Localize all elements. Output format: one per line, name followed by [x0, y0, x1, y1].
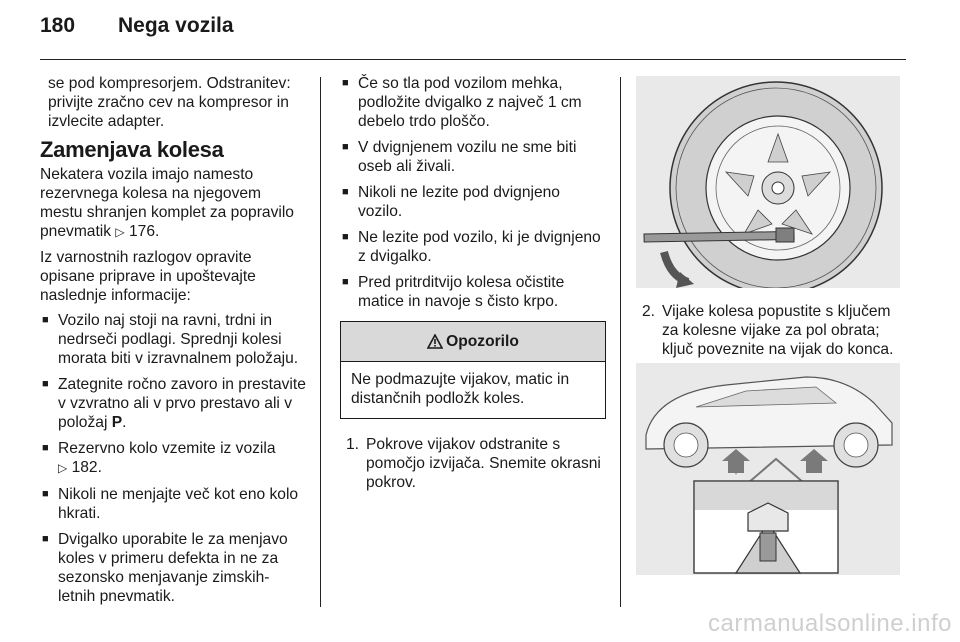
intro-text: se pod kompresorjem. Odstranitev: privijte zračno cev na kompresor in izvlecite adapter.	[48, 75, 291, 130]
page-ref-icon[interactable]: ▷	[58, 461, 68, 475]
step-number: 1.	[346, 436, 360, 453]
list-item	[40, 311, 306, 368]
list-item: ■ Nikoli ne lezite pod dvignjeno vozilo.	[340, 183, 606, 221]
step-2	[636, 302, 906, 359]
column-1	[40, 74, 306, 613]
warning-icon	[427, 334, 443, 349]
header-rule	[40, 59, 906, 60]
paragraph-1-ref[interactable]: 176.	[129, 223, 160, 240]
wheel-wrench-icon	[636, 76, 900, 288]
page-header	[40, 14, 234, 46]
page-title: Nega vozila	[118, 14, 234, 37]
paragraph-2: Iz varnostnih razlogov opravite opisane priprave in upoštevajte naslednje informacije:	[40, 249, 256, 304]
column-2	[340, 74, 606, 492]
list-item: ■ Zategnite ročno zavoro in prestavite v vzvratno ali v prvo prestavo ali v položaj P.	[40, 375, 306, 432]
warning-title: Opozorilo	[446, 333, 519, 350]
list-item	[40, 439, 306, 478]
list-item	[40, 530, 306, 606]
column-divider-1	[320, 77, 321, 607]
wheel-wrench-illustration	[636, 76, 900, 288]
page-ref[interactable]: 182.	[71, 459, 102, 476]
step-number: 2.	[642, 303, 656, 320]
car-jack-icon	[636, 363, 900, 575]
list-item-text: Zategnite ročno zavoro in prestavite v vzvratno ali v prvo prestavo ali v položaj	[58, 376, 306, 431]
list-item-text: Dvigalko uporabite le za menjavo koles v primeru defekta in ne za sezonsko menjavanje zimskih-letnih pnevmatik.	[58, 531, 288, 605]
list-item: ■ V dvignjenem vozilu ne sme biti oseb ali živali.	[340, 138, 606, 176]
list-item: ■ Če so tla pod vozilom mehka, podložite dvigalko z največ 1 cm debelo trdo ploščo.	[340, 74, 606, 131]
page-number: 180	[40, 14, 76, 37]
car-jack-illustration	[636, 363, 900, 575]
gear-position: P	[111, 414, 123, 431]
list-item	[40, 485, 306, 523]
list-item: ■ Ne lezite pod vozilo, ki je dvignjeno z dvigalko.	[340, 228, 606, 266]
section-heading: Zamenjava kolesa	[40, 137, 224, 162]
page-ref-icon[interactable]: ▷	[115, 225, 125, 239]
bullet-list-2	[340, 74, 606, 311]
bullet-list-1	[40, 311, 306, 606]
warning-box	[340, 321, 606, 419]
warning-header	[341, 322, 605, 362]
paragraph-1-text: Nekatera vozila imajo namesto rezervnega kolesa na njegovem mestu shranjen komplet za popravilo pnevmatik	[40, 166, 294, 240]
column-3	[636, 74, 906, 575]
list-item: ■ Pred pritrditvijo kolesa očistite matice in navoje s čisto krpo.	[340, 273, 606, 311]
step-text: Vijake kolesa popustite s ključem za kolesne vijake za pol obrata; ključ poveznite na vijak do konca.	[662, 303, 894, 358]
list-item-text: Nikoli ne menjajte več kot eno kolo hkrati.	[58, 486, 299, 522]
warning-text: Ne podmazujte vijakov, matic in distančnih podložk koles.	[351, 371, 570, 407]
list-item-text: Rezervno kolo vzemite iz vozila	[58, 440, 276, 457]
step-1	[340, 435, 606, 492]
step-text: Pokrove vijakov odstranite s pomočjo izvijača. Snemite okrasni pokrov.	[366, 436, 601, 491]
column-divider-2	[620, 77, 621, 607]
list-item-text: Vozilo naj stoji na ravni, trdni in nedrseči podlagi. Sprednji kolesi morata biti v izravnalnem položaju.	[58, 312, 299, 367]
watermark: carmanualsonline.info	[708, 610, 952, 637]
paragraph-1	[40, 165, 306, 242]
